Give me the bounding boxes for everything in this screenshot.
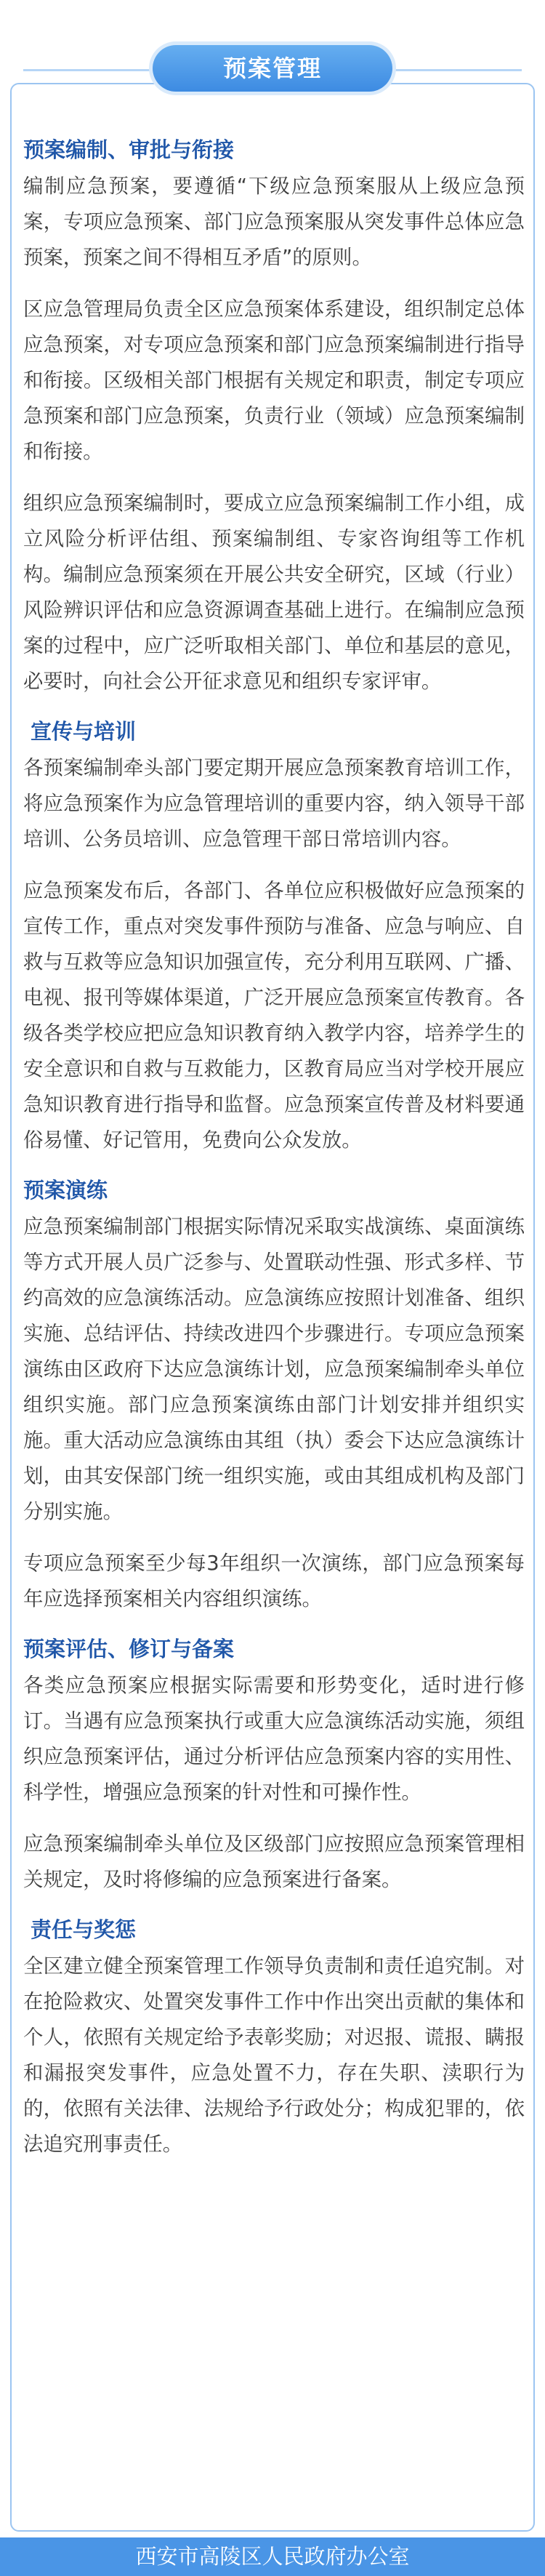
section-heading: 责任与奖惩 xyxy=(31,1917,137,1942)
paragraph: 区应急管理局负责全区应急预案体系建设，组织制定总体应急预案，对专项应急预案和部门应急预案编制进行指导和衔接。区级相关部门根据有关规定和职责，制定专项应急预案和部门应急预案，负责行业（领域）应急预案编制和衔接。 xyxy=(23,298,525,463)
section-heading: 预案编制、审批与衔接 xyxy=(23,137,235,162)
paragraph: 应急预案编制牵头单位及区级部门应按照应急预案管理相关规定，及时将修编的应急预案进行备案。 xyxy=(23,1833,525,1891)
title-banner xyxy=(0,42,545,97)
section-heading: 预案演练 xyxy=(23,1178,108,1203)
paragraph: 各类应急预案应根据实际需要和形势变化，适时进行修订。当遇有应急预案执行或重大应急演练活动实施，须组织应急预案评估，通过分析评估应急预案内容的实用性、科学性，增强应急预案的针对性和可操作性。 xyxy=(23,1674,525,1804)
paragraph: 专项应急预案至少每3年组织一次演练，部门应急预案每年应选择预案相关内容组织演练。 xyxy=(23,1552,525,1610)
paragraph: 组织应急预案编制时，要成立应急预案编制工作小组，成立风险分析评估组、预案编制组、专家咨询组等工作机构。编制应急预案须在开展公共安全研究，区域（行业）风险辨识评估和应急资源调查基础上进行。在编制应急预案的过程中，应广泛听取相关部门、单位和基层的意见，必要时，向社会公开征求意见和组织专家评审。 xyxy=(23,492,525,693)
paragraph: 应急预案发布后，各部门、各单位应积极做好应急预案的宣传工作，重点对突发事件预防与准备、应急与响应、自救与互救等应急知识加强宣传，充分利用互联网、广播、电视、报刊等媒体渠道，广泛开展应急预案宣传教育。各级各类学校应把应急知识教育纳入教学内容，培养学生的安全意识和自救与互救能力，区教育局应当对学校开展应急知识教育进行指导和监督。应急预案宣传普及材料要通俗易懂、好记管用，免费向公众发放。 xyxy=(23,880,525,1152)
paragraph: 全区建立健全预案管理工作领导负责制和责任追究制。对在抢险救灾、处置突发事件工作中作出突出贡献的集体和个人，依照有关规定给予表彰奖励；对迟报、谎报、瞒报和漏报突发事件，应急处置不力，存在失职、渎职行为的，依照有关法律、法规给予行政处分；构成犯罪的，依法追究刑事责任。 xyxy=(23,1955,525,2156)
section-heading: 宣传与培训 xyxy=(31,719,137,744)
paragraph: 各预案编制牵头部门要定期开展应急预案教育培训工作，将应急预案作为应急管理培训的重要内容，纳入领导干部培训、公务员培训、应急管理干部日常培训内容。 xyxy=(23,757,525,851)
paragraph: 应急预案编制部门根据实际情况采取实战演练、桌面演练等方式开展人员广泛参与、处置联动性强、形式多样、节约高效的应急演练活动。应急演练应按照计划准备、组织实施、总结评估、持续改进四个步骤进行。专项应急预案演练由区政府下达应急演练计划，应急预案编制牵头单位组织实施。部门应急预案演练由部门计划安排并组织实施。重大活动应急演练由其组（执）委会下达应急演练计划，由其安保部门统一组织实施，或由其组成机构及部门分别实施。 xyxy=(23,1216,525,1523)
footer-organization: 西安市高陵区人民政府办公室 xyxy=(0,2537,545,2576)
page-title: 预案管理 xyxy=(153,45,392,92)
section-publicity-training xyxy=(23,715,525,1158)
paragraph: 编制应急预案，要遵循“下级应急预案服从上级应急预案，专项应急预案、部门应急预案服从突发事件总体应急预案，预案之间不得相互矛盾”的原则。 xyxy=(23,175,525,269)
section-evaluation-revision xyxy=(23,1633,525,1898)
section-responsibility xyxy=(23,1914,525,2162)
article-body xyxy=(23,134,525,2178)
section-drafting xyxy=(23,134,525,699)
section-drills xyxy=(23,1174,525,1617)
section-heading: 预案评估、修订与备案 xyxy=(23,1637,235,1661)
